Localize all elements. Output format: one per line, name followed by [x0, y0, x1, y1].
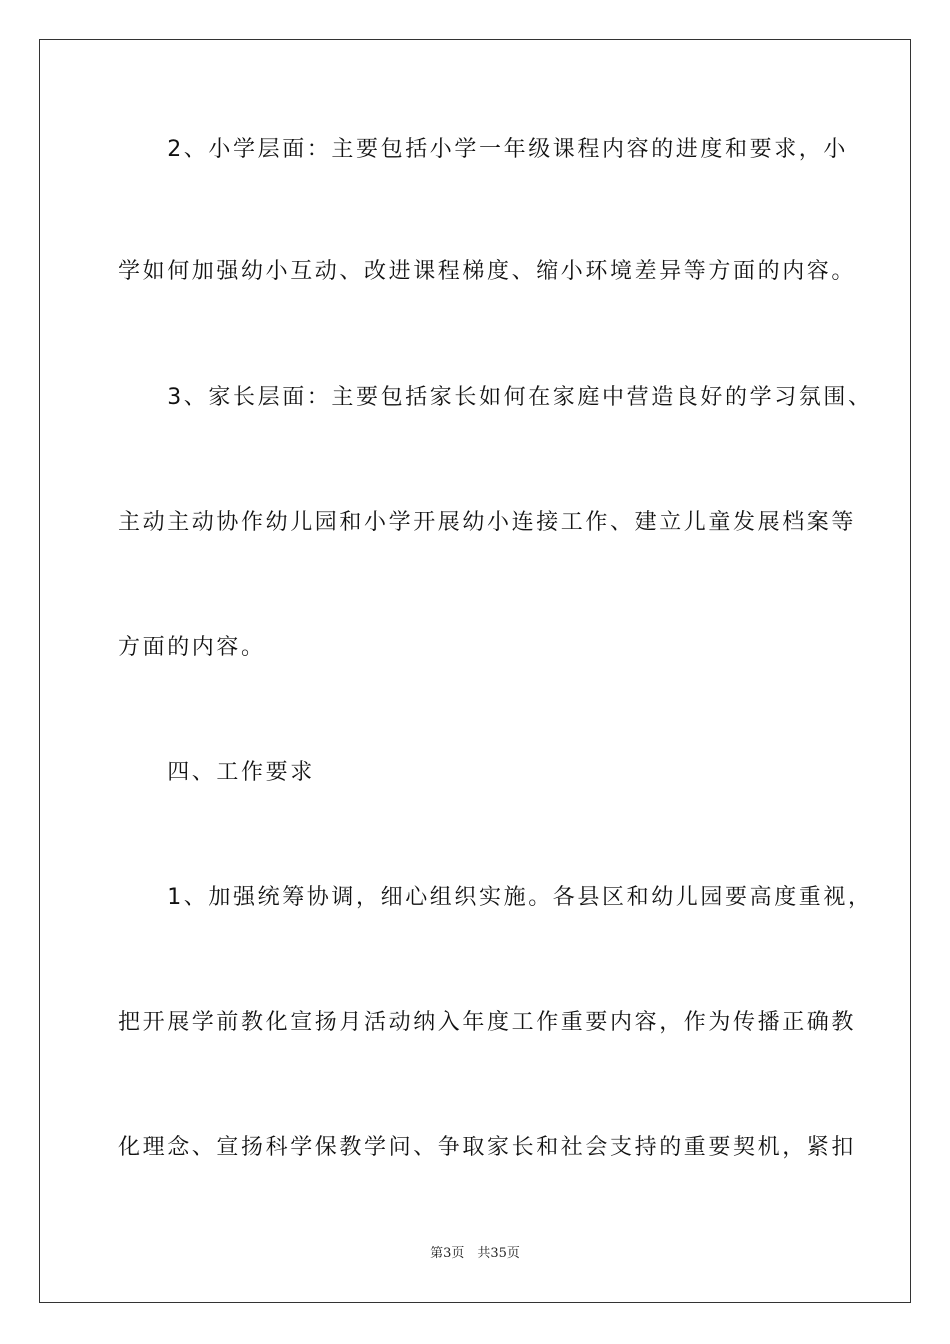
- page-border: [39, 39, 911, 1303]
- text-line-5: 方面的内容。: [118, 635, 266, 660]
- text-line-2: 学如何加强幼小互动、改进课程梯度、缩小环境差异等方面的内容。: [118, 259, 857, 284]
- text-line-8: 把开展学前教化宣扬月活动纳入年度工作重要内容，作为传播正确教: [118, 1010, 857, 1035]
- text-line-3: 3、家长层面：主要包括家长如何在家庭中营造良好的学习氛围、: [118, 385, 873, 410]
- text-line-9: 化理念、宣扬科学保教学问、争取家长和社会支持的重要契机，紧扣: [118, 1135, 857, 1160]
- section-heading: 四、工作要求: [118, 760, 315, 785]
- text-line-1: 2、小学层面：主要包括小学一年级课程内容的进度和要求，小: [118, 137, 848, 162]
- page-number-footer: 第3页 共35页: [430, 1246, 520, 1261]
- text-line-4: 主动主动协作幼儿园和小学开展幼小连接工作、建立儿童发展档案等: [118, 510, 857, 535]
- text-line-7: 1、加强统筹协调，细心组织实施。各县区和幼儿园要高度重视，: [118, 885, 873, 910]
